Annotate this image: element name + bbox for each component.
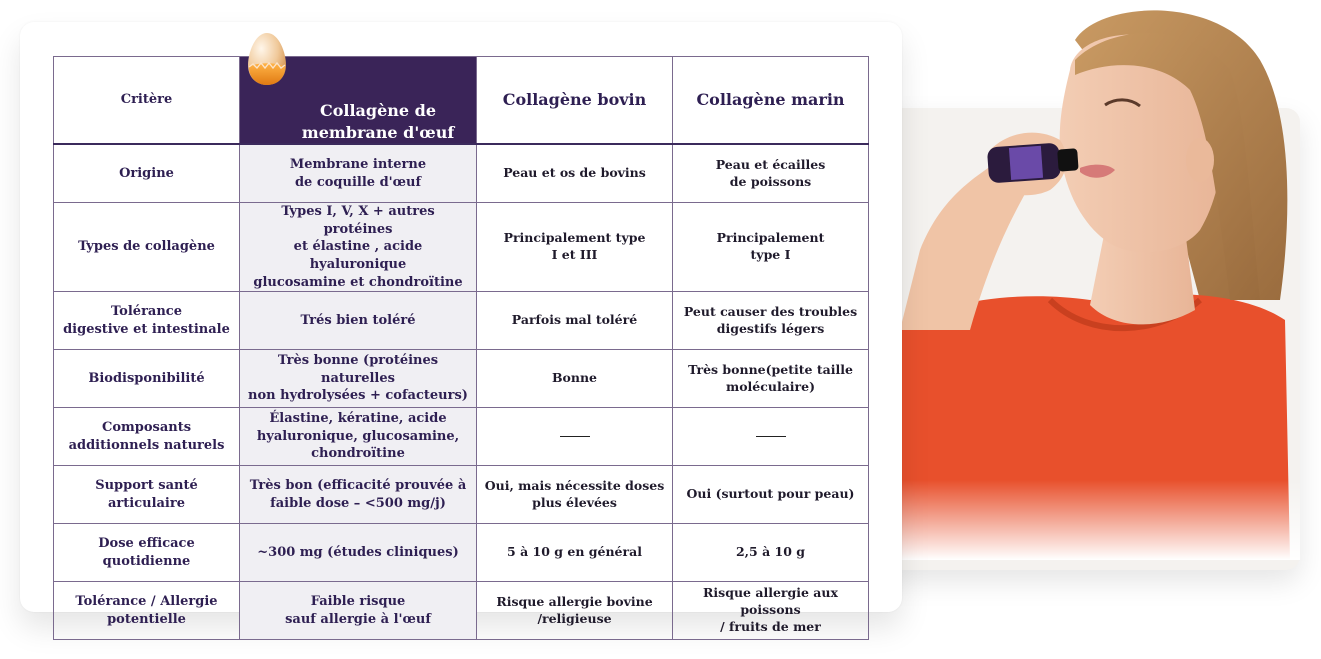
- row-bovine-value: 5 à 10 g en général: [477, 524, 673, 582]
- row-criterion: Support santé articulaire: [54, 466, 240, 524]
- row-marine-value: Principalement type I: [673, 203, 869, 292]
- row-bovine-value: Principalement type I et III: [477, 203, 673, 292]
- table-row: [54, 292, 869, 350]
- header-egg-collagen: [240, 57, 477, 145]
- table-row: [54, 466, 869, 524]
- row-egg-value: Types I, V, X + autres protéines et élastine , acide hyaluronique glucosamine et chondroïtine: [240, 203, 477, 292]
- row-marine-value: Oui (surtout pour peau): [673, 466, 869, 524]
- row-marine-value: [673, 408, 869, 466]
- table-row: [54, 524, 869, 582]
- row-marine-value: Très bonne(petite taille moléculaire): [673, 350, 869, 408]
- row-egg-value: Très bonne (protéines naturelles non hydrolysées + cofacteurs): [240, 350, 477, 408]
- row-egg-value: Faible risque sauf allergie à l'œuf: [240, 582, 477, 640]
- woman-photo: [900, 0, 1300, 560]
- row-marine-value: Peut causer des troubles digestifs légers: [673, 292, 869, 350]
- table-row: [54, 350, 869, 408]
- row-egg-value: Membrane interne de coquille d'œuf: [240, 144, 477, 203]
- header-egg-collagen-label: Collagène de membrane d'œuf: [301, 101, 455, 142]
- row-criterion: Dose efficace quotidienne: [54, 524, 240, 582]
- row-bovine-value: Risque allergie bovine /religieuse: [477, 582, 673, 640]
- row-bovine-value: Peau et os de bovins: [477, 144, 673, 203]
- empty-dash: [560, 436, 590, 437]
- row-egg-value: Trés bien toléré: [240, 292, 477, 350]
- row-bovine-value: [477, 408, 673, 466]
- egg-icon: [246, 31, 288, 87]
- table-row: [54, 203, 869, 292]
- row-bovine-value: Parfois mal toléré: [477, 292, 673, 350]
- row-bovine-value: Oui, mais nécessite doses plus élevées: [477, 466, 673, 524]
- table-row: [54, 408, 869, 466]
- row-bovine-value: Bonne: [477, 350, 673, 408]
- comparison-table: [53, 56, 869, 640]
- header-criterion: Critère: [54, 57, 240, 145]
- row-egg-value: ~300 mg (études cliniques): [240, 524, 477, 582]
- row-criterion: Tolérance / Allergie potentielle: [54, 582, 240, 640]
- header-bovine-collagen: Collagène bovin: [477, 57, 673, 145]
- row-marine-value: 2,5 à 10 g: [673, 524, 869, 582]
- header-marine-collagen: Collagène marin: [673, 57, 869, 145]
- row-criterion: Tolérance digestive et intestinale: [54, 292, 240, 350]
- empty-dash: [756, 436, 786, 437]
- table-header-row: [54, 57, 869, 145]
- row-criterion: Origine: [54, 144, 240, 203]
- row-marine-value: Risque allergie aux poissons / fruits de mer: [673, 582, 869, 640]
- table-row: [54, 582, 869, 640]
- row-egg-value: Élastine, kératine, acide hyaluronique, glucosamine, chondroïtine: [240, 408, 477, 466]
- row-criterion: Composants additionnels naturels: [54, 408, 240, 466]
- row-egg-value: Très bon (efficacité prouvée à faible dose – <500 mg/j): [240, 466, 477, 524]
- row-criterion: Biodisponibilité: [54, 350, 240, 408]
- row-marine-value: Peau et écailles de poissons: [673, 144, 869, 203]
- table-row: [54, 144, 869, 203]
- row-criterion: Types de collagène: [54, 203, 240, 292]
